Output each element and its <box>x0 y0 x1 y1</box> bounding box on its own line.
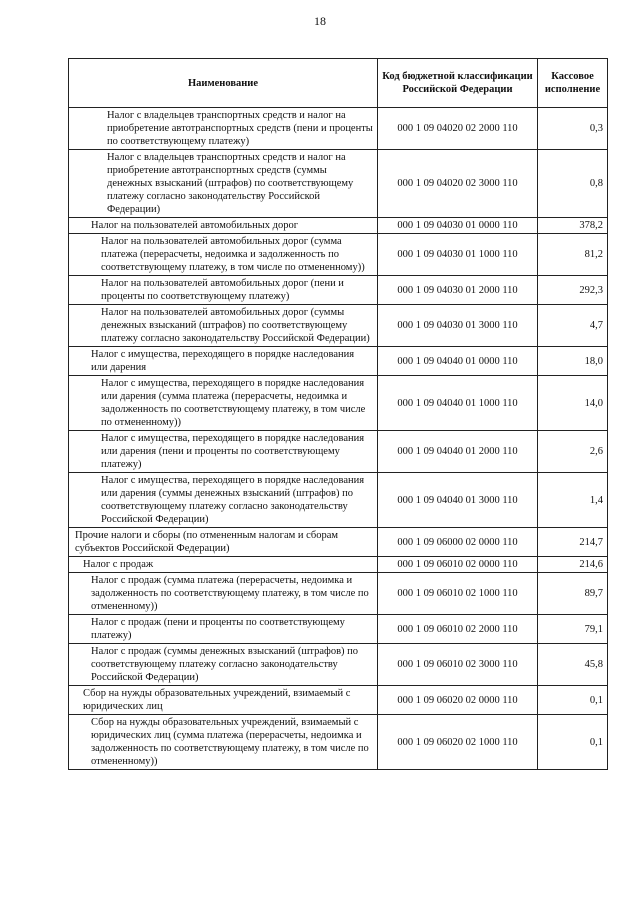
row-name: Налог с владельцев транспортных средств и налог на приобретение автотранспортных средств (пени и проценты по соответствующему платежу) <box>69 108 378 150</box>
row-amount: 89,7 <box>538 573 608 615</box>
row-code: 000 1 09 04030 01 1000 110 <box>378 234 538 276</box>
table-row <box>69 234 608 276</box>
row-name: Налог на пользователей автомобильных дорог (пени и проценты по соответствующему платежу) <box>69 276 378 305</box>
row-name: Налог с имущества, переходящего в порядке наследования или дарения (пени и проценты по соответствующему платежу) <box>69 431 378 473</box>
row-amount: 45,8 <box>538 644 608 686</box>
row-name: Налог на пользователей автомобильных дорог (суммы денежных взысканий (штрафов) по соответствующему платежу согласно законодательству Российской Федерации) <box>69 305 378 347</box>
row-name: Налог с продаж (суммы денежных взысканий (штрафов) по соответствующему платежу согласно законодательству Российской Федерации) <box>69 644 378 686</box>
row-name: Налог с имущества, переходящего в порядке наследования или дарения (суммы денежных взысканий (штрафов) по соответствующему платежу согласно законодательству Российской Федерации) <box>69 473 378 528</box>
row-name: Сбор на нужды образовательных учреждений, взимаемый с юридических лиц <box>69 686 378 715</box>
row-name: Прочие налоги и сборы (по отмененным налогам и сборам субъектов Российской Федерации) <box>69 528 378 557</box>
row-amount: 18,0 <box>538 347 608 376</box>
table-row <box>69 376 608 431</box>
row-amount: 378,2 <box>538 218 608 234</box>
row-amount: 1,4 <box>538 473 608 528</box>
row-amount: 14,0 <box>538 376 608 431</box>
table-row <box>69 644 608 686</box>
table-row <box>69 108 608 150</box>
row-name: Налог на пользователей автомобильных дорог (сумма платежа (перерасчеты, недоимка и задолженность по соответствующему платежу, в том числе по отмененному)) <box>69 234 378 276</box>
row-code: 000 1 09 04020 02 2000 110 <box>378 108 538 150</box>
row-code: 000 1 09 04030 01 0000 110 <box>378 218 538 234</box>
row-code: 000 1 09 06020 02 1000 110 <box>378 715 538 770</box>
table-row <box>69 305 608 347</box>
table-row <box>69 473 608 528</box>
row-name: Сбор на нужды образовательных учреждений, взимаемый с юридических лиц (сумма платежа (перерасчеты, недоимка и задолженность по соответствующему платежу, в том числе по отмененному)) <box>69 715 378 770</box>
table-row <box>69 615 608 644</box>
header-name: Наименование <box>69 59 378 108</box>
row-amount: 0,8 <box>538 150 608 218</box>
row-code: 000 1 09 04040 01 1000 110 <box>378 376 538 431</box>
row-amount: 0,1 <box>538 715 608 770</box>
row-code: 000 1 09 06010 02 0000 110 <box>378 557 538 573</box>
row-code: 000 1 09 04040 01 3000 110 <box>378 473 538 528</box>
row-amount: 214,6 <box>538 557 608 573</box>
table-row <box>69 557 608 573</box>
table-row <box>69 347 608 376</box>
page-number: 18 <box>314 14 326 28</box>
table-header-row <box>69 59 608 108</box>
row-name: Налог с имущества, переходящего в порядке наследования или дарения <box>69 347 378 376</box>
row-amount: 0,3 <box>538 108 608 150</box>
row-amount: 2,6 <box>538 431 608 473</box>
header-amount: Кассовое исполнение <box>538 59 608 108</box>
row-code: 000 1 09 04040 01 0000 110 <box>378 347 538 376</box>
table-row <box>69 715 608 770</box>
row-code: 000 1 09 06010 02 3000 110 <box>378 644 538 686</box>
table-row <box>69 528 608 557</box>
row-code: 000 1 09 04040 01 2000 110 <box>378 431 538 473</box>
table-row <box>69 686 608 715</box>
budget-execution-table <box>68 58 608 770</box>
table-row <box>69 218 608 234</box>
row-code: 000 1 09 06010 02 2000 110 <box>378 615 538 644</box>
row-code: 000 1 09 04030 01 3000 110 <box>378 305 538 347</box>
row-amount: 81,2 <box>538 234 608 276</box>
row-name: Налог с продаж <box>69 557 378 573</box>
row-name: Налог с владельцев транспортных средств и налог на приобретение автотранспортных средств (суммы денежных взысканий (штрафов) по соответствующему платежу согласно законодательству Российской Федерации) <box>69 150 378 218</box>
row-code: 000 1 09 06020 02 0000 110 <box>378 686 538 715</box>
table-body <box>69 108 608 770</box>
row-name: Налог на пользователей автомобильных дорог <box>69 218 378 234</box>
row-code: 000 1 09 06010 02 1000 110 <box>378 573 538 615</box>
table-row <box>69 276 608 305</box>
table-row <box>69 573 608 615</box>
row-amount: 79,1 <box>538 615 608 644</box>
row-amount: 4,7 <box>538 305 608 347</box>
header-code: Код бюджетной классификации Российской Федерации <box>378 59 538 108</box>
row-code: 000 1 09 04020 02 3000 110 <box>378 150 538 218</box>
row-code: 000 1 09 06000 02 0000 110 <box>378 528 538 557</box>
row-amount: 292,3 <box>538 276 608 305</box>
row-amount: 214,7 <box>538 528 608 557</box>
row-code: 000 1 09 04030 01 2000 110 <box>378 276 538 305</box>
row-name: Налог с продаж (пени и проценты по соответствующему платежу) <box>69 615 378 644</box>
table-row <box>69 150 608 218</box>
row-name: Налог с продаж (сумма платежа (перерасчеты, недоимка и задолженность по соответствующему платежу, в том числе по отмененному)) <box>69 573 378 615</box>
row-amount: 0,1 <box>538 686 608 715</box>
row-name: Налог с имущества, переходящего в порядке наследования или дарения (сумма платежа (перерасчеты, недоимка и задолженность по соответствующему платежу, в том числе по отмененному)) <box>69 376 378 431</box>
table-row <box>69 431 608 473</box>
